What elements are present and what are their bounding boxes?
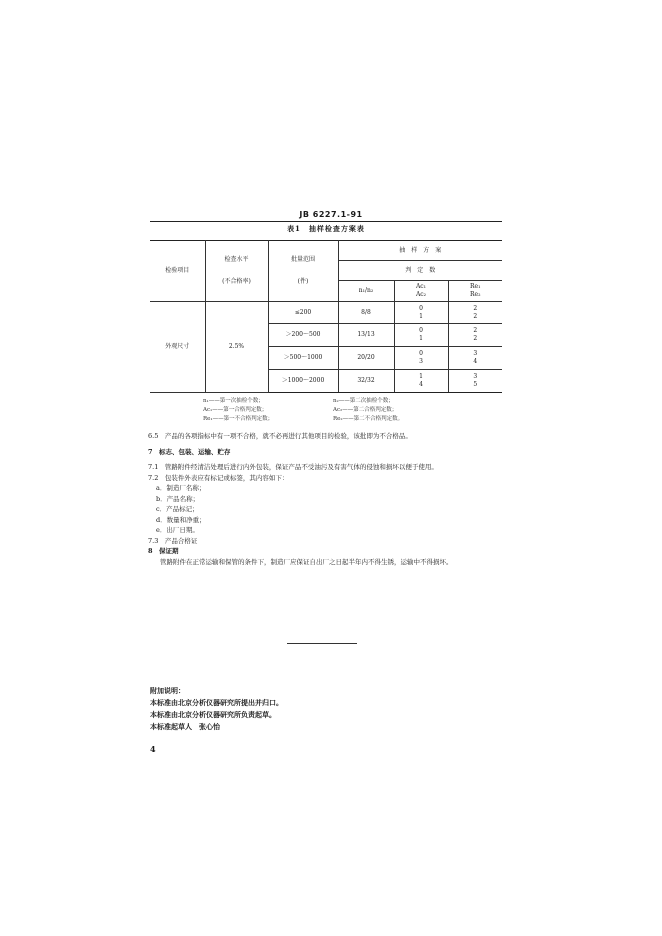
sampling-plan-table — [150, 240, 502, 393]
n-cell: 32/32 — [338, 370, 394, 393]
clause-6-5: 6.5 产品的各项指标中有一项不合格，就不必再进行其他项目的检验，该批即为不合格品。 — [148, 432, 412, 440]
batch-cell: ≤200 — [268, 302, 338, 324]
header-n: n₁/n₂ — [338, 281, 394, 302]
note-right: Ac₂——第二合格判定数； — [333, 407, 398, 413]
note-row — [203, 397, 503, 406]
header-re2: Re₂ — [470, 291, 481, 298]
ac1-value: 0 — [419, 304, 423, 312]
re-cell — [448, 370, 502, 393]
header-aql-label: 检查水平 — [224, 256, 249, 264]
re1-value: 3 — [473, 373, 478, 381]
list-item: d．数量和净重； — [156, 515, 206, 524]
clause-7-3: 7.3 产品合格证 — [148, 536, 198, 545]
table-notes — [203, 397, 503, 424]
header-ac2: Ac₂ — [415, 291, 427, 298]
batch-cell: ＞1000～2000 — [268, 370, 338, 393]
ac2-value: 1 — [419, 335, 423, 342]
re2-value: 5 — [473, 381, 478, 388]
re-cell — [448, 324, 502, 347]
clause-7-2: 7.2 包装件外表应有标记或标签，其内容如下： — [148, 473, 289, 482]
list-item: e．出厂日期。 — [156, 526, 199, 534]
header-rule — [150, 221, 502, 222]
page-number: 4 — [150, 744, 156, 754]
appendix-notes — [150, 685, 450, 733]
appendix-line: 本标准由北京分析仪器研究所负责起草。 — [150, 710, 276, 719]
re1-value: 3 — [473, 350, 478, 358]
ac-cell — [394, 324, 448, 347]
note-row — [203, 406, 503, 415]
section-8-heading: 8 保证期 — [148, 547, 179, 555]
header-ac — [394, 281, 448, 302]
note-right: Re₂——第二不合格判定数。 — [333, 416, 404, 422]
note-left: n₁——第一次抽检个数； — [203, 398, 264, 404]
list-item: a．制造厂名称； — [156, 484, 206, 492]
note-row — [203, 415, 503, 424]
ac1-value: 0 — [419, 327, 423, 335]
header-re — [448, 281, 502, 302]
appendix-line: 本标准由北京分析仪器研究所提出并归口。 — [150, 698, 283, 707]
ac-cell — [394, 302, 448, 324]
item-cell: 外观尺寸 — [150, 302, 205, 393]
re-cell — [448, 347, 502, 370]
header-plan: 抽 样 方 案 — [338, 241, 502, 261]
table-title: 表1 抽样检查方案表 — [287, 224, 365, 233]
table-row — [150, 302, 502, 324]
document-body — [148, 431, 508, 567]
ac1-value: 1 — [419, 373, 423, 381]
list-item: b．产品名称； — [156, 494, 200, 503]
appendix-line: 本标准起草人 张心怡 — [150, 722, 220, 731]
ac2-value: 1 — [419, 312, 423, 320]
note-left: Ac₁——第一合格判定数； — [203, 407, 268, 413]
re1-value: 2 — [473, 304, 478, 312]
header-ac1: Ac₁ — [415, 283, 427, 291]
clause-8-text: 管路附件在正常运输和保管的条件下，制造厂应保证自出厂之日起半年内不得生锈，运输中不得损坏。 — [160, 557, 453, 566]
appendix-title: 附加说明： — [150, 686, 185, 695]
list-item: c．产品标记； — [156, 505, 199, 513]
clause-7-1: 7.1 管路附件经清洁处理后进行内外包装，保证产品不受油污及有害气体的侵蚀和损坏以便于使用。 — [148, 463, 438, 471]
re-cell — [448, 302, 502, 324]
re2-value: 2 — [473, 335, 478, 342]
note-left: Re₁——第一不合格判定数； — [203, 416, 274, 422]
header-aql-unit: (不合格率) — [222, 278, 251, 285]
n-cell: 8/8 — [338, 302, 394, 324]
re1-value: 2 — [473, 327, 478, 335]
header-item: 检验项目 — [150, 241, 205, 302]
header-batch — [268, 241, 338, 302]
aql-cell: 2.5% — [205, 302, 268, 393]
header-batch-label: 批量范围 — [290, 256, 315, 264]
section-7-heading: 7 标志、包装、运输、贮存 — [148, 447, 231, 456]
header-batch-unit: (件) — [297, 278, 309, 285]
ac2-value: 3 — [419, 358, 423, 365]
note-right: n₂——第二次抽检个数； — [333, 398, 394, 404]
re2-value: 2 — [473, 312, 478, 320]
n-cell: 20/20 — [338, 347, 394, 370]
header-judge: 判 定 数 — [338, 261, 502, 281]
ac1-value: 0 — [419, 350, 423, 358]
header-re1: Re₁ — [470, 283, 481, 291]
header-aql — [205, 241, 268, 302]
ac-cell — [394, 347, 448, 370]
batch-cell: ＞500～1000 — [268, 347, 338, 370]
n-cell: 13/13 — [338, 324, 394, 347]
batch-cell: ＞200～500 — [268, 324, 338, 347]
ac2-value: 4 — [419, 381, 423, 388]
document-code: JB 6227.1-91 — [299, 210, 363, 219]
ac-cell — [394, 370, 448, 393]
re2-value: 4 — [473, 358, 478, 365]
end-rule — [287, 643, 357, 644]
